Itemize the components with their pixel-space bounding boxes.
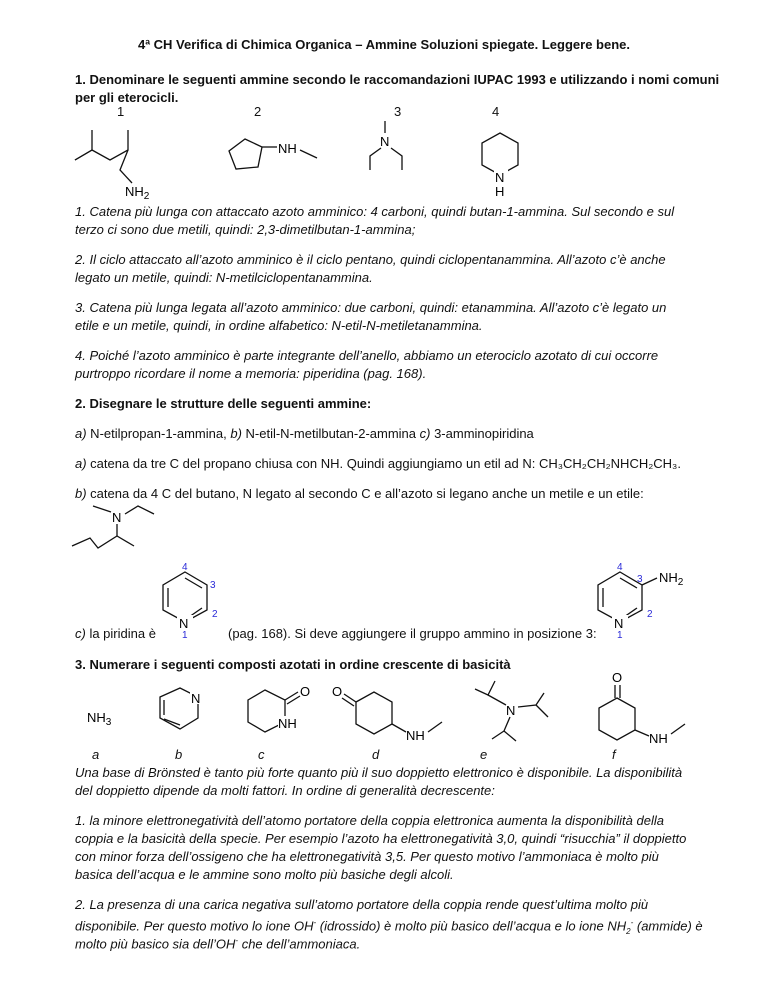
- aminopyridine-structure: [585, 560, 695, 645]
- molecule-3-n-label: N: [380, 134, 390, 149]
- compound-letter-f: f: [612, 747, 616, 762]
- compound-e-n: N: [506, 703, 516, 718]
- q1-answer-2-line2: legato un metile, quindi: N-metilciclopentanammina.: [75, 270, 373, 285]
- q3-paragraph-1-line1: Una base di Brönsted è tanto più forte quanto più il suo doppietto elettronico è disponibile. La disponibilità: [75, 765, 683, 780]
- q1-answer-1-line2: terzo ci sono due metili, quindi: 2,3-dimetilbutan-1-ammina;: [75, 222, 416, 237]
- compound-letter-a: a: [92, 747, 100, 762]
- pyridine-num-3: 3: [210, 580, 216, 591]
- pyridine-structure: [150, 560, 225, 645]
- q2-heading: 2. Disegnare le strutture delle seguenti ammine:: [75, 396, 372, 411]
- compound-letter-e: e: [480, 747, 488, 762]
- q3-paragraph-2-line1: 1. la minore elettronegatività dell’atomo portatore della coppia elettronica aumenta la disponibilità della: [75, 813, 664, 828]
- pyridine-num-4: 4: [182, 562, 188, 573]
- molecule-1: [70, 125, 190, 200]
- q1-heading-line1: 1. Denominare le seguenti ammine secondo le raccomandazioni IUPAC 1993 e utilizzando i nomi comuni: [75, 72, 720, 87]
- molecule-1-nh2-label: $NH_2$: [125, 184, 150, 200]
- q2-answer-c-part2: (pag. 168). Si deve aggiungere il gruppo ammino in posizione 3:: [228, 626, 597, 641]
- q1-answer-4-line1: 4. Poiché l’azoto amminico è parte integrante dell’anello, abbiamo un eterociclo azotato di cui occorre: [75, 348, 659, 363]
- q1-answer-2-line1: 2. Il ciclo attaccato all’azoto amminico è il ciclo pentano, quindi ciclopentanammina. All’azoto c’è anche: [75, 252, 666, 267]
- aminopyridine-n-label: N: [614, 616, 624, 631]
- page-title: 4ª CH Verifica di Chimica Organica – Ammine Soluzioni spiegate. Leggere bene.: [138, 37, 630, 52]
- pyridine-num-2: 2: [212, 609, 218, 620]
- q1-number-2: 2: [254, 104, 262, 119]
- q2-answer-c-part1: c) la piridina è: [75, 626, 156, 641]
- compound-d: [330, 680, 450, 750]
- molecule-4-h-label: H: [495, 184, 505, 199]
- compound-d-nh: NH: [406, 728, 425, 743]
- q1-number-4: 4: [492, 104, 500, 119]
- q1-answer-4-line2: purtroppo ricordare il nome a memoria: piperidina (pag. 168).: [75, 366, 427, 381]
- q1-number-3: 3: [394, 104, 402, 119]
- pyridine-n-label: N: [179, 616, 189, 631]
- q3-heading: 3. Numerare i seguenti composti azotati in ordine crescente di basicità: [75, 657, 511, 672]
- q1-heading-line2: per gli eterocicli.: [75, 90, 179, 105]
- q3-paragraph-2-line4: basica dell’acqua e le ammine sono molto più basiche degli alcoli.: [75, 867, 454, 882]
- q1-answer-3-line2: etile e un metile, quindi, in ordine alfabetico: N-etil-N-metiletanammina.: [75, 318, 483, 333]
- compound-f-o: O: [612, 670, 623, 685]
- molecule-3: [360, 118, 420, 173]
- compound-a: [85, 700, 145, 730]
- q3-paragraph-2-line3: con minor forza dell’ossigeno che ha elettronegatività 3,5. Per questo motivo l’ammoniaca è molto più: [75, 849, 659, 864]
- q2-answer-b: b) catena da 4 C del butano, N legato al secondo C e all’azoto si legano anche un metile e un etile:: [75, 486, 644, 501]
- pyridine-num-1: 1: [182, 630, 188, 641]
- molecule-2b-n-label: N: [112, 510, 122, 525]
- aminopyridine-num-2: 2: [647, 609, 653, 620]
- molecule-2: [225, 125, 325, 180]
- q1-answer-3-line1: 3. Catena più lunga legata all’azoto amminico: due carboni, quindi: etanammina. All’azoto c’è legato un: [75, 300, 667, 315]
- molecule-2b: [68, 500, 158, 560]
- aminopyridine-num-4: 4: [617, 562, 623, 573]
- compound-f: [585, 668, 695, 748]
- compound-d-o: O: [332, 684, 343, 699]
- compound-c-nh: NH: [278, 716, 297, 731]
- q1-number-1: 1: [117, 104, 125, 119]
- molecule-2-nh-label: NH: [278, 141, 297, 156]
- molecule-4: [470, 125, 530, 200]
- aminopyridine-num-3: 3: [637, 574, 643, 585]
- q2-items: a) N-etilpropan-1-ammina, b) N-etil-N-metilbutan-2-ammina c) 3-amminopiridina: [75, 426, 534, 441]
- compound-c: [240, 680, 320, 745]
- q3-paragraph-3-line2: disponibile. Per questo motivo lo ione OH- (idrossido) è molto più basico dell’acqua e lo ione $NH_2^-$ (ammide) è: [75, 918, 703, 936]
- aminopyridine-nh2-label: $NH_2$: [659, 570, 684, 588]
- q3-paragraph-3-line1: 2. La presenza di una carica negativa sull’atomo portatore della coppia rende quest’ultima molto più: [75, 897, 649, 912]
- compound-c-o: O: [300, 684, 311, 699]
- molecule-4-n-label: N: [495, 170, 505, 185]
- compound-letter-d: d: [372, 747, 380, 762]
- q2-answer-a: a) catena da tre C del propano chiusa con NH. Quindi aggiungiamo un etil ad N: CH₃CH₂CH₂NHCH₂CH₃.: [75, 456, 681, 471]
- compound-b: [150, 685, 210, 740]
- q3-paragraph-1-line2: del doppietto dipende da molti fattori. In ordine di generalità decrescente:: [75, 783, 495, 798]
- q1-answer-1-line1: 1. Catena più lunga con attaccato azoto amminico: 4 carboni, quindi butan-1-ammina. Sul secondo e sul: [75, 204, 675, 219]
- compound-b-n: N: [191, 691, 201, 706]
- compound-letter-b: b: [175, 747, 183, 762]
- compound-e: [470, 675, 570, 750]
- compound-f-nh: NH: [649, 731, 668, 746]
- q3-paragraph-2-line2: coppia e la basicità della specie. Per esempio l’azoto ha elettronegatività 3,0, quindi “risucchia” il doppietto: [75, 831, 687, 846]
- compound-letter-c: c: [258, 747, 265, 762]
- aminopyridine-num-1: 1: [617, 630, 623, 641]
- compound-a-nh3: $NH_3$: [87, 710, 112, 728]
- q3-paragraph-3-line3: molto più basico sia dell’OH- che dell’ammoniaca.: [75, 936, 361, 952]
